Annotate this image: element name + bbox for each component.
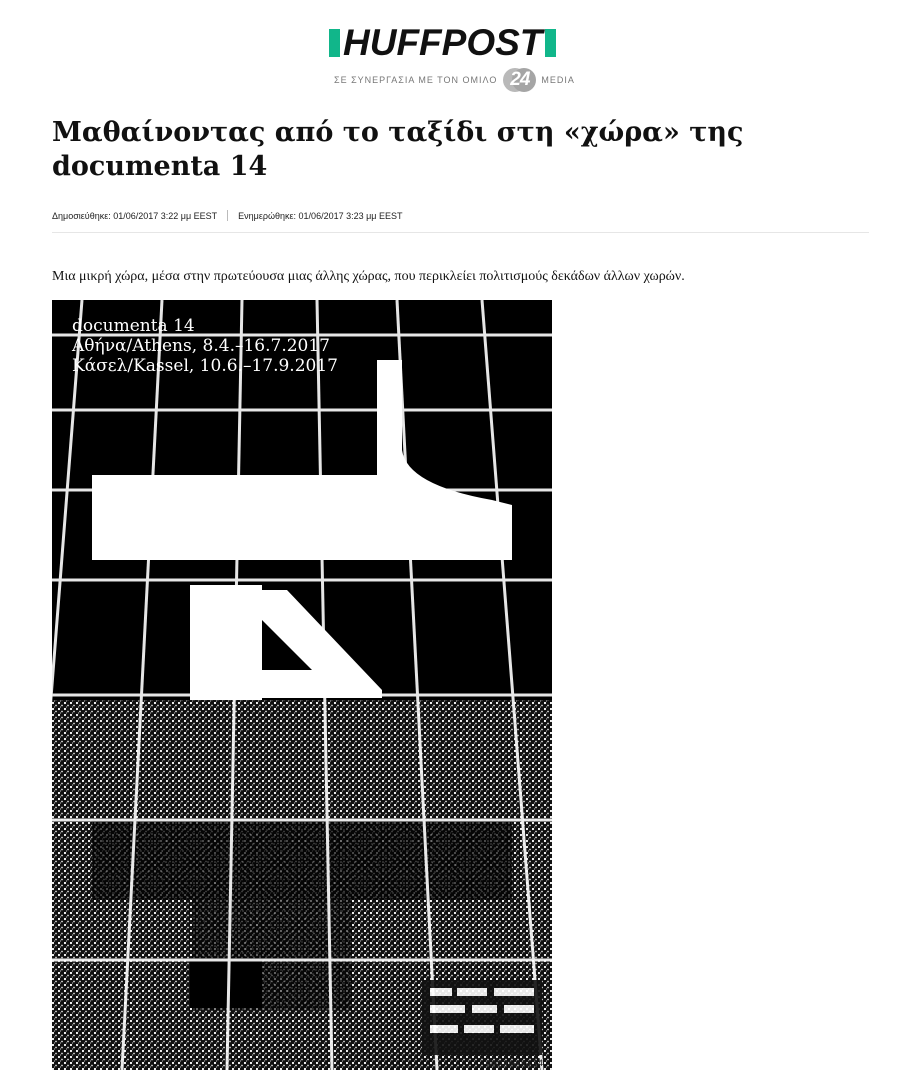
partner-line — [334, 66, 575, 94]
partner-suffix: MEDIA — [541, 75, 575, 85]
updated-date: Ενημερώθηκε: 01/06/2017 3:23 μμ EEST — [238, 210, 403, 221]
media24-badge-number: 24 — [510, 69, 530, 90]
media24-logo — [503, 66, 535, 94]
poster-graphic — [52, 300, 552, 1070]
masthead — [0, 20, 919, 95]
article-timestamps — [52, 210, 403, 221]
poster-title: documenta 14 — [72, 316, 195, 336]
logo-left-bar — [329, 29, 340, 57]
meta-separator — [227, 210, 228, 221]
logo-right-bar — [545, 29, 556, 57]
poster-athens-dates: Αθήνα/Athens, 8.4.–16.7.2017 — [72, 336, 330, 356]
huffpost-logo[interactable] — [329, 22, 556, 63]
poster-text — [72, 316, 338, 376]
article-title: Μαθαίνοντας από το ταξίδι στη «χώρα» της documenta 14 — [52, 117, 744, 182]
poster-kassel-dates: Κάσελ/Kassel, 10.6.–17.9.2017 — [72, 356, 338, 376]
partner-text: ΣΕ ΣΥΝΕΡΓΑΣΙΑ ΜΕ ΤΟΝ ΟΜΙΛΟ — [334, 75, 498, 85]
article-image[interactable] — [52, 300, 552, 1070]
logo-text: HUFFPOST — [343, 22, 543, 63]
image-credit: documenta 14 — [486, 1058, 544, 1068]
article-lead: Μια μικρή χώρα, μέσα στην πρωτεύουσα μιας άλλης χώρας, που περικλείει πολιτισμούς δεκάδων άλλων χωρών. — [52, 269, 685, 284]
header-divider — [52, 232, 869, 233]
published-date: Δημοσιεύθηκε: 01/06/2017 3:22 μμ EEST — [52, 210, 218, 221]
